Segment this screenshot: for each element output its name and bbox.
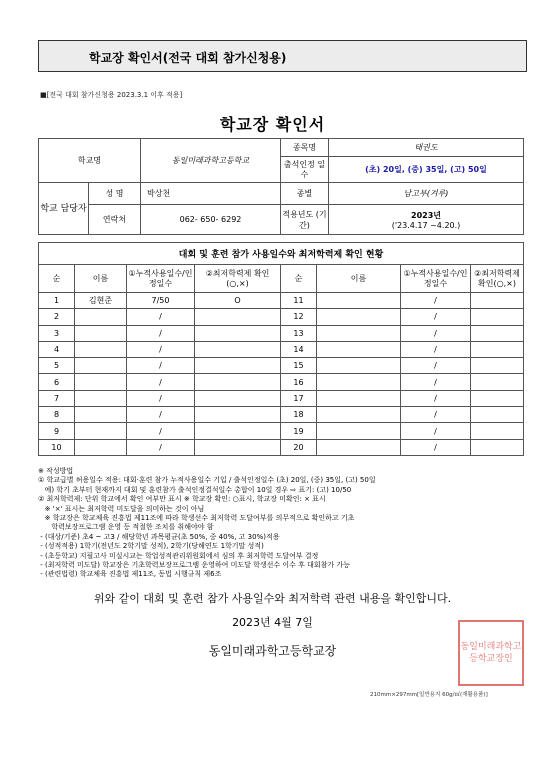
row-min [471,309,524,325]
row-name [317,358,401,374]
gender-value: 남고부(겨루) [329,183,524,205]
row-min [471,325,524,341]
row-days: / [401,423,471,439]
row-name [75,358,127,374]
row-name [317,407,401,423]
header-title: 학교장 확인서(전국 대회 참가신청용) [89,51,287,65]
manager-label: 학교 담당자 [39,183,89,235]
writing-instructions [38,467,528,580]
event-value: 태권도 [329,139,524,157]
row-min [195,341,281,357]
instruction-line: ※ 학교장은 학교체육 진흥법 제11조에 따라 학생선수 최저학력 도달여부를 의무적으로 확인하고 기초 [38,514,355,523]
row-min [471,374,524,390]
principal-signature: 동일미래과학고등학교장 [208,644,337,658]
row-no: 12 [281,309,317,325]
table-row [39,374,524,390]
row-no: 7 [39,390,75,406]
header-min-left: ②최저학력제 확인(○,×) [195,265,281,293]
row-min [195,309,281,325]
instruction-line: ※ 작성방법 [38,467,74,475]
row-name [317,309,401,325]
row-min: O [195,293,281,309]
header-no-left: 순 [39,265,75,293]
row-min [195,390,281,406]
row-min [195,423,281,439]
row-days: / [401,293,471,309]
table-row [39,293,524,309]
contact-value: 062- 650- 6292 [141,205,281,235]
row-min [471,358,524,374]
row-name [317,390,401,406]
header-days-right: ①누적사용일수/인정일수 [401,265,471,293]
row-name [317,325,401,341]
row-min [195,358,281,374]
instruction-line: - (관련법령) 학교체육 진흥법 제11조, 동법 시행규칙 제6조 [38,570,222,579]
allowed-days-label: 출석인정 일수 [281,157,329,183]
table-row [39,309,524,325]
records-body [39,293,524,456]
instruction-line: ① 학교급별 허용일수 적용: 대회·훈련 참가 누적사용일수 기입 / 출석인정일수 (초) 20일, (중) 35일, (고) 50일 [38,476,376,485]
event-label: 종목명 [281,139,329,157]
row-name: 김현준 [75,293,127,309]
row-name [75,325,127,341]
confirmation-text: 위와 같이 대회 및 훈련 참가 사용일수와 최저학력 관련 내용을 확인합니다. [93,592,452,605]
instruction-line: 학력보장프로그램 운영 등 적절한 조치를 취해야야 함 [38,523,214,532]
row-min [471,293,524,309]
row-days: / [127,407,195,423]
row-no: 4 [39,341,75,357]
row-no: 17 [281,390,317,406]
row-name [75,423,127,439]
row-name [75,439,127,455]
instruction-line: - (초등학교) 지필고사 미실시교는 학업성적관리위원회에서 심의 후 최저학력 도달여부 결정 [38,551,319,560]
table-row [39,341,524,357]
row-days: / [401,358,471,374]
row-name [317,439,401,455]
manager-name-value: 박상천 [141,183,281,205]
row-min [471,341,524,357]
table-row [39,325,524,341]
row-days: / [401,325,471,341]
header-min-right: ②최저학력제 확인(○,×) [471,265,524,293]
table-row [39,390,524,406]
instruction-line: 예) 학기 초부터 현재까지 대회 및 훈련참가 출석인정결석일수 총합이 10일 경우 ⇨ 표기: (고) 10/50 [38,485,352,494]
contact-label: 연락처 [89,205,141,235]
instruction-line: - (성적적용) 1학기(전년도 2학기말 성적), 2학기(당해연도 1학기말 성적) [38,542,264,551]
gender-label: 종별 [281,183,329,205]
row-name [75,390,127,406]
row-no: 13 [281,325,317,341]
row-min [471,407,524,423]
row-days: / [401,374,471,390]
table-row [39,439,524,455]
document-title: 학교장 확인서 [219,115,326,134]
row-min [195,374,281,390]
row-days: / [127,309,195,325]
header-no-right: 순 [281,265,317,293]
row-min [195,407,281,423]
row-days: / [401,407,471,423]
header-box [38,40,527,72]
issue-date: 2023년 4월 7일 [232,616,313,629]
row-days: / [401,439,471,455]
row-days: 7/50 [127,293,195,309]
row-days: / [401,390,471,406]
row-days: / [401,341,471,357]
header-name-right: 이름 [317,265,401,293]
period-value: ('23.4.17 ~4.20.) [391,220,461,230]
instruction-line: - (대상/기준) 초4 ~ 고3 / 해당학년 과목평균(초 50%, 중 40%, 고 30%)적용 [38,532,280,541]
row-name [75,407,127,423]
records-table [38,242,524,456]
row-name [75,309,127,325]
year-value: 2023년 [411,210,441,220]
row-min [195,439,281,455]
row-no: 20 [281,439,317,455]
table-row [39,407,524,423]
row-no: 10 [39,439,75,455]
row-name [75,374,127,390]
row-min [471,390,524,406]
school-name-value: 동일미래과학고등학교 [141,139,281,183]
records-section-title: 대회 및 훈련 참가 사용일수와 최저학력제 확인 현황 [39,243,524,265]
row-days: / [127,325,195,341]
header-days-left: ①누적사용일수/인정일수 [127,265,195,293]
row-days: / [127,423,195,439]
row-name [317,293,401,309]
row-days: / [127,358,195,374]
row-days: / [127,390,195,406]
row-no: 9 [39,423,75,439]
row-name [317,341,401,357]
name-label: 성 명 [89,183,141,205]
row-no: 18 [281,407,317,423]
table-row [39,358,524,374]
year-label: 적용년도 (기간) [281,205,329,235]
table-row [39,423,524,439]
row-no: 6 [39,374,75,390]
row-no: 19 [281,423,317,439]
row-no: 5 [39,358,75,374]
instruction-line: - (최저학력 미도달) 학교장은 기초학력보장프로그램 운영하여 미도달 학생선수 이수 후 대회참가 가능 [38,561,350,570]
row-name [317,423,401,439]
row-no: 11 [281,293,317,309]
instruction-line: ※ '×' 표시는 최저학력 미도달을 의미하는 것이 아님 [38,504,205,513]
school-seal: 동일미래과학고등학교장인 [458,620,524,686]
row-no: 8 [39,407,75,423]
row-days: / [127,439,195,455]
row-min [471,439,524,455]
allowed-days-value: (초) 20일, (중) 35일, (고) 50일 [329,157,524,183]
header-name-left: 이름 [75,265,127,293]
row-no: 2 [39,309,75,325]
row-days: / [401,309,471,325]
paper-spec: 210mm×297mm[일반용지 60g/㎡(재활용품)] [370,692,488,698]
year-cell [329,205,524,235]
row-no: 1 [39,293,75,309]
row-min [471,423,524,439]
row-days: / [127,374,195,390]
row-no: 16 [281,374,317,390]
row-days: / [127,341,195,357]
info-table [38,138,524,235]
row-name [317,374,401,390]
row-min [195,325,281,341]
row-no: 15 [281,358,317,374]
row-name [75,341,127,357]
applicability-note: ■[전국 대회 참가신청용 2023.3.1 이후 적용] [40,91,183,99]
row-no: 14 [281,341,317,357]
instruction-line: ② 최저학력제: 단위 학교에서 확인 여부만 표시 ※ 학교장 확인: ○표시, 학교장 미확인: × 표시 [38,495,326,504]
row-no: 3 [39,325,75,341]
school-label: 학교명 [39,139,141,183]
